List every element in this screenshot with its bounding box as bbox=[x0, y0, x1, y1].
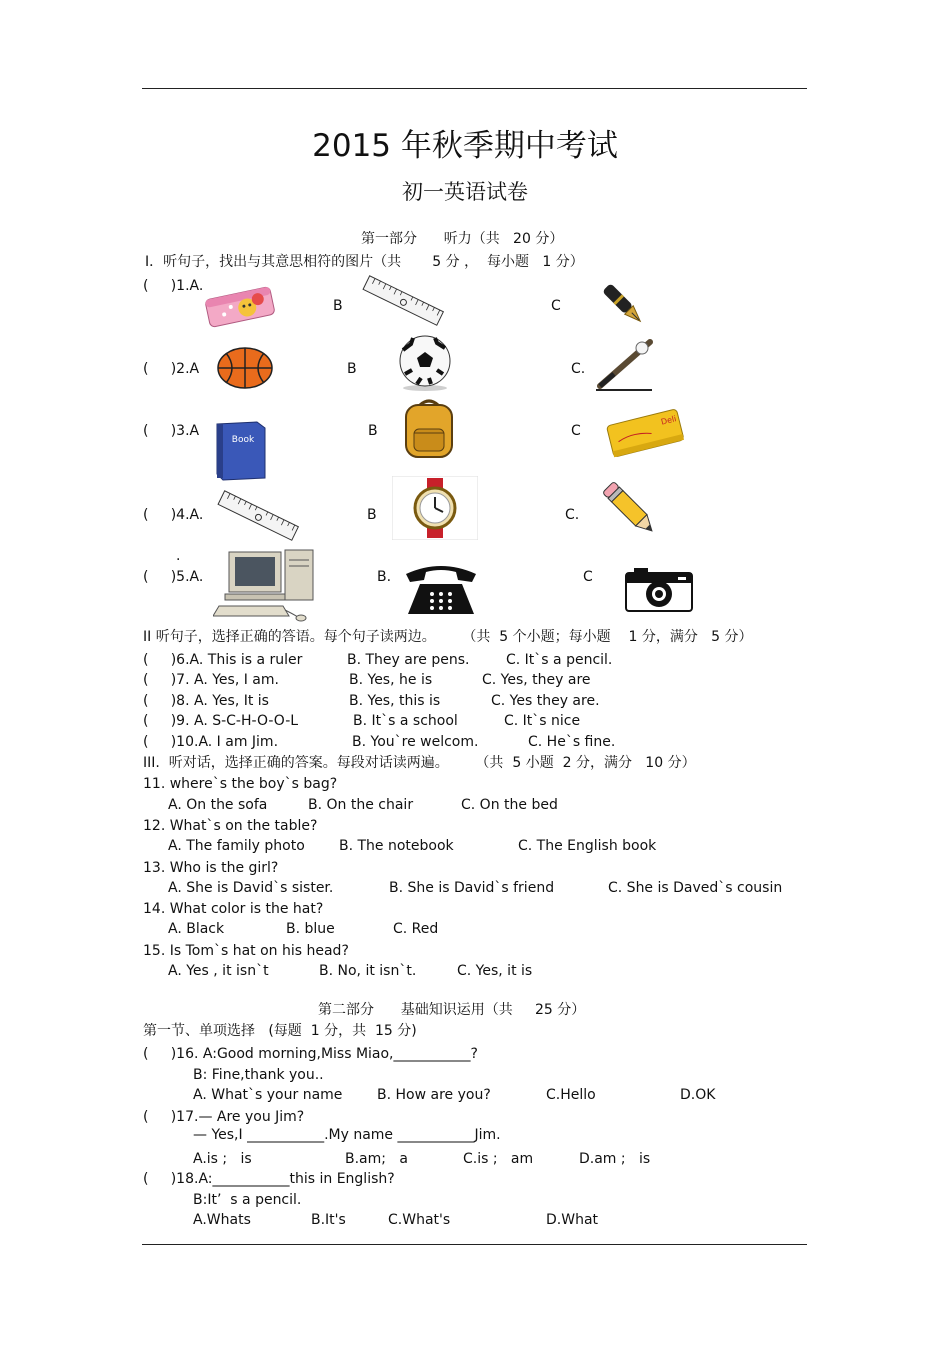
question-11-option-b: B. On the chair bbox=[308, 797, 414, 813]
top-rule bbox=[142, 88, 807, 89]
question-5-option-b: B. bbox=[377, 569, 392, 585]
question-18-option-c: C.What's bbox=[388, 1212, 451, 1228]
question-10: ( )10.A. I am Jim. bbox=[143, 734, 279, 750]
part1-header: 第一部分 听力（共 20 分） bbox=[361, 231, 564, 247]
question-1-number: ( )1.A. bbox=[143, 278, 204, 294]
question-12-option-b: B. The notebook bbox=[339, 838, 454, 854]
question-8-option-c: C. Yes they are. bbox=[491, 693, 600, 709]
exam-title: 2015 年秋季期中考试 bbox=[312, 128, 618, 164]
question-7-option-b: B. Yes, he is bbox=[349, 672, 433, 688]
section2-title: II 听句子，选择正确的答语。每个句子读两边。 （共 5 个小题；每小题 1 分，满分 5 分） bbox=[143, 629, 753, 645]
pencil-case-image bbox=[203, 283, 277, 331]
question-18-option-a: A.Whats bbox=[193, 1212, 251, 1228]
eraser-brand: Deli bbox=[660, 414, 678, 427]
question-2-number: ( )2.A bbox=[143, 361, 200, 377]
exam-subtitle: 初一英语试卷 bbox=[402, 180, 528, 204]
question-3-option-c: C bbox=[571, 423, 581, 439]
question-1-option-b: B bbox=[333, 298, 343, 314]
question-18-reply: B:It’ s a pencil. bbox=[193, 1192, 302, 1208]
question-11-option-a: A. On the sofa bbox=[168, 797, 268, 813]
camera-image bbox=[624, 565, 694, 613]
question-16-option-c: C.Hello bbox=[546, 1087, 596, 1103]
question-18-option-d: D.What bbox=[546, 1212, 599, 1228]
book-image bbox=[213, 420, 269, 482]
section1-title: Ⅰ．听句子，找出与其意思相符的图片（共 5 分 ， 每小题 1 分） bbox=[145, 254, 584, 270]
question-16-option-d: D.OK bbox=[680, 1087, 716, 1103]
question-16-option-b: B. How are you? bbox=[377, 1087, 491, 1103]
question-11-option-c: C. On the bed bbox=[461, 797, 558, 813]
question-5-number: ( )5.A. bbox=[143, 569, 204, 585]
eraser-image bbox=[603, 403, 687, 461]
question-5-option-c: C bbox=[583, 569, 593, 585]
question-14: 14. What color is the hat? bbox=[143, 901, 324, 917]
question-15-option-b: B. No, it isn`t. bbox=[319, 963, 417, 979]
question-17-option-c: C.is ; am bbox=[463, 1151, 534, 1167]
ruler-image-2 bbox=[215, 490, 301, 542]
question-4-option-b: B bbox=[367, 507, 377, 523]
backpack-image bbox=[400, 397, 458, 461]
question-4-number: ( )4.A. bbox=[143, 507, 204, 523]
question-2-option-c: C. bbox=[571, 361, 586, 377]
question-9-option-c: C. It`s nice bbox=[504, 713, 581, 729]
part2-header: 第二部分 基础知识运用（共 25 分） bbox=[318, 1002, 586, 1018]
question-3-option-b: B bbox=[368, 423, 378, 439]
fountain-pen-image bbox=[600, 280, 648, 330]
soccer-ball-image bbox=[397, 334, 453, 392]
question-8-option-b: B. Yes, this is bbox=[349, 693, 441, 709]
question-7-option-c: C. Yes, they are bbox=[482, 672, 591, 688]
question-13-option-a: A. She is David`s sister. bbox=[168, 880, 334, 896]
question-12-option-c: C. The English book bbox=[518, 838, 657, 854]
question-10-option-c: C. He`s fine. bbox=[528, 734, 616, 750]
question-16: ( )16. A:Good morning,Miss Miao,___________? bbox=[143, 1046, 478, 1062]
question-7: ( )7. A. Yes, I am. bbox=[143, 672, 279, 688]
watch-image bbox=[392, 476, 478, 540]
telephone-image bbox=[402, 560, 480, 616]
question-16-option-a: A. What`s your name bbox=[193, 1087, 343, 1103]
question-18: ( )18.A:___________this in English? bbox=[143, 1171, 395, 1187]
question-17-option-a: A.is ; is bbox=[193, 1151, 252, 1167]
computer-image bbox=[213, 546, 317, 624]
baseball-bat-image bbox=[594, 336, 656, 392]
question-14-option-c: C. Red bbox=[393, 921, 439, 937]
stray-dot: . bbox=[176, 548, 181, 564]
question-3-number: ( )3.A bbox=[143, 423, 200, 439]
ruler-image bbox=[360, 275, 446, 327]
question-8: ( )8. A. Yes, It is bbox=[143, 693, 269, 709]
question-17-reply: — Yes,I ___________.My name ___________Jim. bbox=[193, 1127, 501, 1143]
question-17-option-b: B.am; a bbox=[345, 1151, 408, 1167]
question-9-option-b: B. It`s a school bbox=[353, 713, 458, 729]
question-12: 12. What`s on the table? bbox=[143, 818, 318, 834]
question-16-reply: B: Fine,thank you.. bbox=[193, 1067, 324, 1083]
question-13: 13. Who is the girl? bbox=[143, 860, 279, 876]
question-6: ( )6.A. This is a ruler bbox=[143, 652, 303, 668]
question-2-option-b: B bbox=[347, 361, 357, 377]
question-4-option-c: C. bbox=[565, 507, 580, 523]
part2-section1-title: 第一节、单项选择 (每题 1 分，共 15 分) bbox=[143, 1023, 417, 1039]
question-9: ( )9. A. S-C-H-O-O-L bbox=[143, 713, 299, 729]
question-13-option-b: B. She is David`s friend bbox=[389, 880, 555, 896]
section3-title: III. 听对话，选择正确的答案。每段对话读两遍。 （共 5 小题 2 分，满分 10 分） bbox=[143, 755, 696, 771]
question-6-option-c: C. It`s a pencil. bbox=[506, 652, 613, 668]
question-12-option-a: A. The family photo bbox=[168, 838, 305, 854]
question-10-option-b: B. You`re welcom. bbox=[352, 734, 479, 750]
question-18-option-b: B.It's bbox=[311, 1212, 346, 1228]
question-17: ( )17.— Are you Jim? bbox=[143, 1109, 305, 1125]
question-11: 11. where`s the boy`s bag? bbox=[143, 776, 338, 792]
bottom-rule bbox=[142, 1244, 807, 1245]
pencil-image bbox=[596, 478, 664, 540]
question-13-option-c: C. She is Daved`s cousin bbox=[608, 880, 783, 896]
question-6-option-b: B. They are pens. bbox=[347, 652, 470, 668]
question-1-option-c: C bbox=[551, 298, 561, 314]
question-14-option-a: A. Black bbox=[168, 921, 225, 937]
question-15-option-c: C. Yes, it is bbox=[457, 963, 533, 979]
question-14-option-b: B. blue bbox=[286, 921, 335, 937]
book-label: Book bbox=[231, 435, 255, 445]
basketball-image bbox=[216, 346, 274, 390]
question-15: 15. Is Tom`s hat on his head? bbox=[143, 943, 349, 959]
question-15-option-a: A. Yes , it isn`t bbox=[168, 963, 269, 979]
question-17-option-d: D.am ; is bbox=[579, 1151, 651, 1167]
